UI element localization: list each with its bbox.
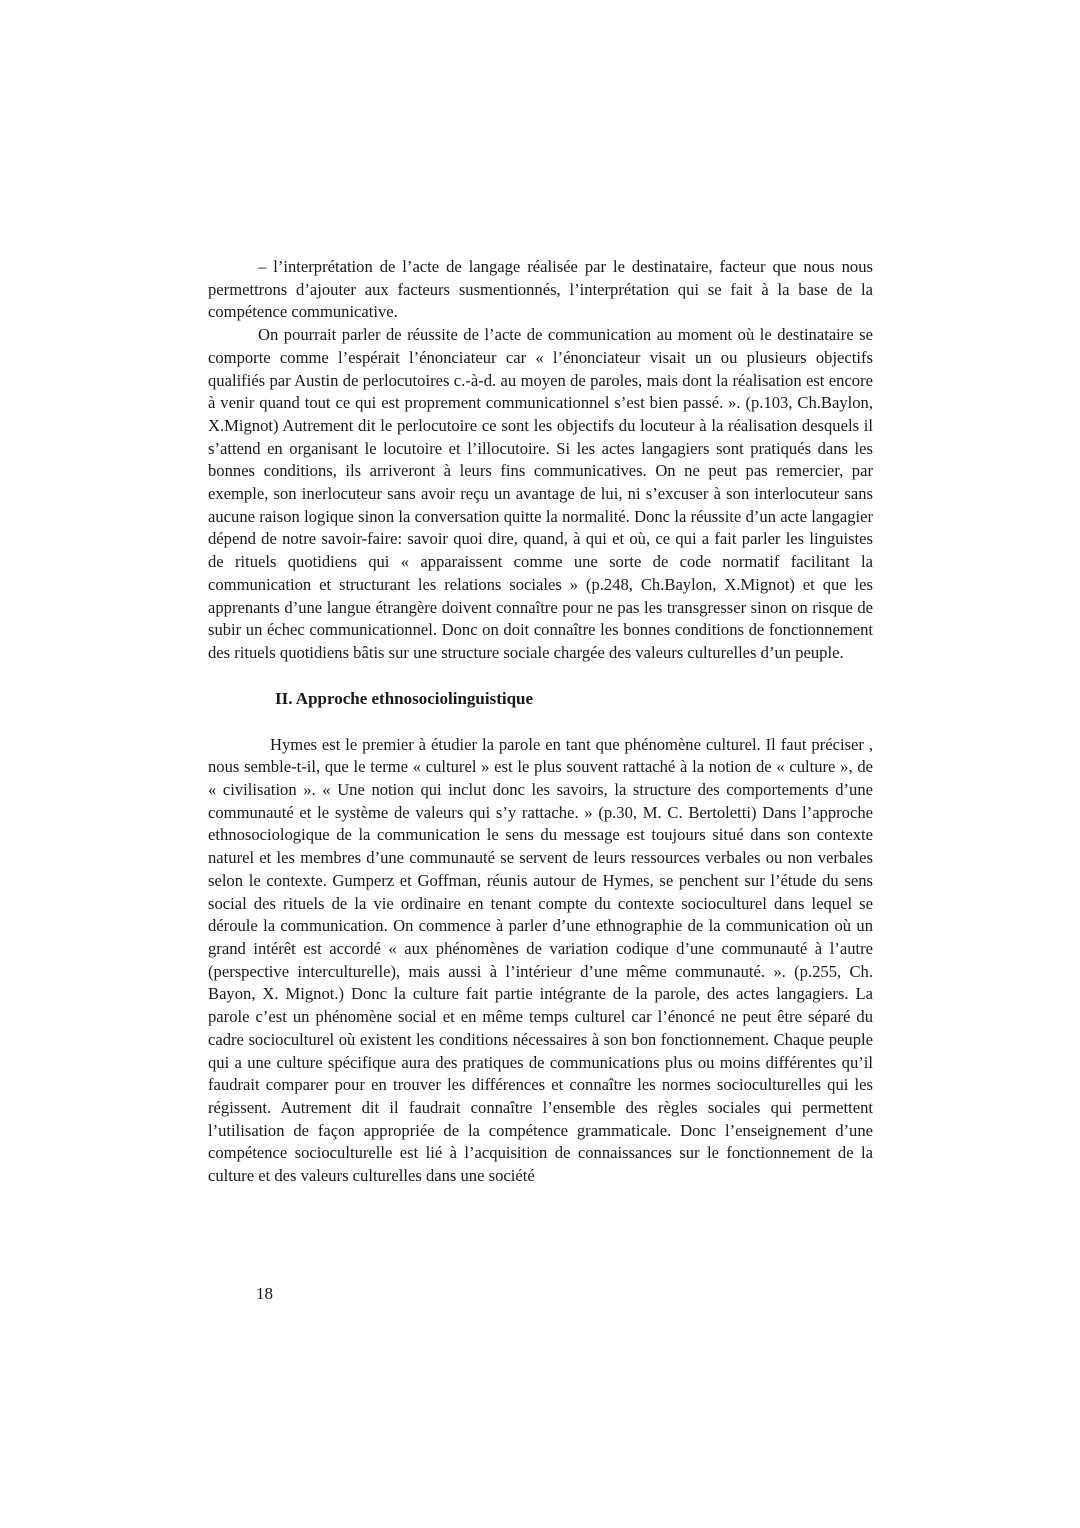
paragraph-reussite: On pourrait parler de réussite de l’acte de communication au moment où le destinataire se comporte comme l’espérait l’énonciateur car « l’énonciateur visait un ou plusieurs objectifs qualifiés par Austin de perlocutoires c.-à-d. au moyen de paroles, mais dont la réalisation est encore à venir quand tout ce qui est proprement communicationnel s’est bien passé. ». (p.103, Ch.Baylon, X.Mignot) Autrement dit le perlocutoire ce sont les objectifs du locuteur à la réalisation desquels il s’attend en organisant le locutoire et l’illocutoire. Si les actes langagiers sont pratiqués dans les bonnes conditions, ils arriveront à leurs fins communicatives. On ne peut pas remercier, par exemple, son inerlocuteur sans avoir reçu un avantage de lui, ni s’excuser à son interlocuteur sans aucune raison logique sinon la conversation quitte la normalité. Donc la réussite d’un acte langagier dépend de notre savoir-faire: savoir quoi dire, quand, à qui et où, ce qui a fait parler les linguistes de rituels quotidiens qui « apparaissent comme une sorte de code normatif facilitant la communication et structurant les relations sociales » (p.248, Ch.Baylon, X.Mignot) et que les apprenants d’une langue étrangère doivent connaître pour ne pas les transgresser sinon on risque de subir un échec communicationnel. Donc on doit connaître les bonnes conditions de fonctionnement des rituels quotidiens bâtis sur une structure sociale chargée des valeurs culturelles d’un peuple. <box>208 325 873 662</box>
paragraph-hymes: Hymes est le premier à étudier la parole en tant que phénomène culturel. Il faut préciser , nous semble-t-il, que le terme « culturel » est le plus souvent rattaché à la notion de « culture », de « civilisation ». « Une notion qui inclut donc les savoirs, la structure des comportements d’une communauté et le système de valeurs qui s’y rattache. » (p.30, M. C. Bertoletti) Dans l’approche ethnosociologique de la communication le sens du message est toujours situé dans son contexte naturel et les membres d’une communauté se servent de leurs ressources verbales ou non verbales selon le contexte. Gumperz et Goffman, réunis autour de Hymes, se penchent sur l’étude du sens social des rituels de la vie ordinaire en tenant compte du contexte socioculturel dans lequel se déroule la communication. On commence à parler d’une ethnographie de la communication où un grand intérêt est accordé « aux phénomènes de variation codique d’une communauté à l’autre (perspective interculturelle), mais aussi à l’intérieur d’une même communauté. ». (p.255, Ch. Bayon, X. Mignot.) Donc la culture fait partie intégrante de la parole, des actes langagiers. La parole c’est un phénomène social et en même temps culturel car l’énoncé ne peut être séparé du cadre socioculturel où existent les conditions nécessaires à son bon fonctionnement. Chaque peuple qui a une culture spécifique aura des pratiques de communications plus ou moins différentes qu’il faudrait comparer pour en trouver les différences et connaître les normes socioculturelles qui les régissent. Autrement dit il faudrait connaître l’ensemble des règles sociales qui permettent l’utilisation de façon appropriée de la compétence grammaticale. Donc l’enseignement d’une compétence socioculturelle est lié à l’acquisition de connaissances sur le fonctionnement de la culture et des valeurs culturelles dans une société <box>208 734 873 1186</box>
page-body <box>208 256 873 1188</box>
page-number: 18 <box>256 1284 273 1303</box>
section-heading: II. Approche ethnosociolinguistique <box>275 688 534 708</box>
paragraph-interpretation: – l’interprétation de l’acte de langage réalisée par le destinataire, facteur que nous nous permettrons d’ajouter aux facteurs susmentionnés, l’interprétation qui se fait à la base de la compétence communicative. <box>208 257 873 322</box>
